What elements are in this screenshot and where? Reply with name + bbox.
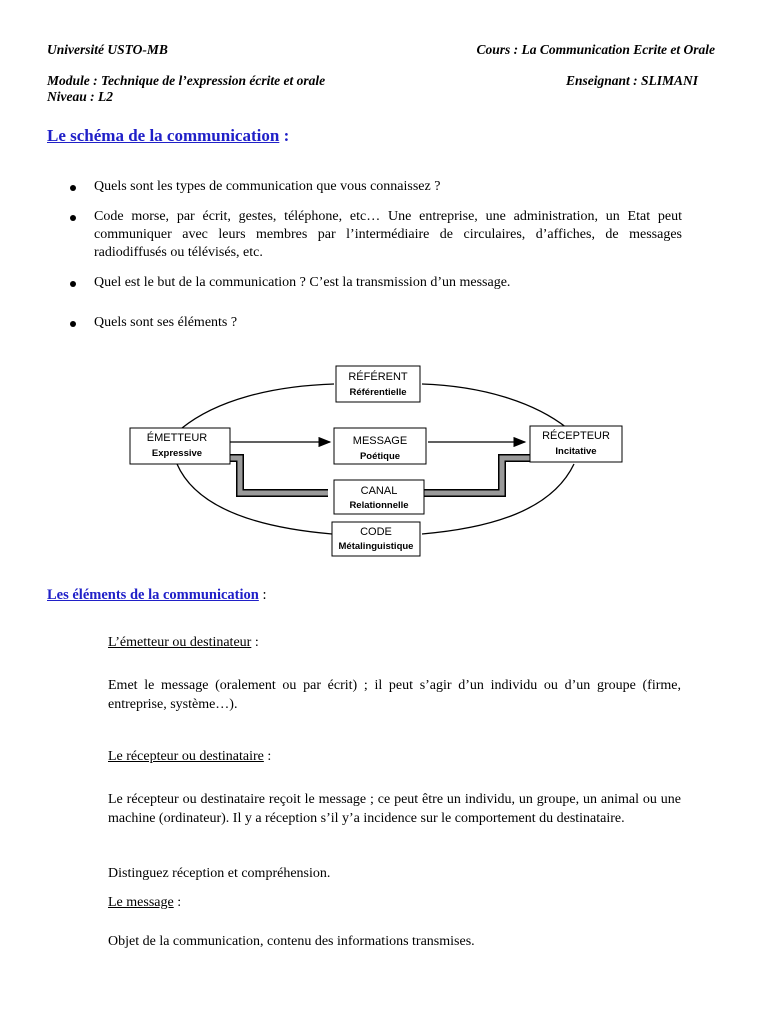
node-emetteur-label: ÉMETTEUR [146, 432, 208, 444]
list-item-text: Quels sont les types de communication que vous connaissez ? [94, 179, 441, 194]
paragraph-emetteur [47, 676, 681, 714]
page-title [47, 126, 289, 146]
section-heading-text: Les éléments de la communication [47, 587, 259, 603]
bullet-icon [70, 185, 76, 191]
level: Niveau : L2 [47, 89, 113, 104]
paragraph-message: Objet de la communication, contenu des informations transmises. [108, 934, 475, 949]
node-canal [334, 480, 424, 514]
curve-emetteur-referent [182, 384, 334, 428]
module-name: Module : Technique de l’expression écrite et orale [47, 73, 326, 88]
bullet-icon [70, 321, 76, 327]
channel-path-right [424, 458, 530, 493]
node-referent-label: RÉFÉRENT [348, 371, 408, 383]
node-recepteur-label: RÉCEPTEUR [542, 430, 610, 442]
page-title-suffix: : [279, 126, 290, 145]
subheading-emetteur-text: L’émetteur ou destinateur [108, 635, 252, 650]
section-heading [47, 587, 267, 604]
node-code [332, 522, 420, 556]
paragraph-emetteur-text: Emet le message (oralement ou par écrit) ; il peut s’agir d’un individu ou d’un groupe (firme, entreprise, système…). [108, 678, 681, 712]
subheading-recepteur [108, 749, 271, 765]
bullet-icon [70, 215, 76, 221]
subheading-emetteur-suffix: : [251, 635, 259, 650]
communication-diagram [122, 360, 632, 562]
question-list [70, 178, 682, 344]
subheading-recepteur-suffix: : [263, 749, 272, 764]
bullet-icon [70, 281, 76, 287]
curve-emetteur-code [177, 464, 332, 534]
node-canal-function: Relationnelle [349, 500, 409, 511]
list-item [70, 208, 682, 262]
subheading-message [108, 895, 181, 911]
teacher-name: Enseignant : SLIMANI [565, 73, 698, 88]
university-name: Université USTO-MB [47, 42, 168, 57]
curve-referent-recepteur [422, 384, 567, 428]
node-code-function: Métalinguistique [338, 541, 414, 552]
list-item [70, 314, 682, 332]
node-recepteur [530, 426, 622, 462]
paragraph-recepteur-text: Le récepteur ou destinataire reçoit le message ; ce peut être un individu, un groupe, un animal ou une machine (ordinateur). Il y a réception s’il y’a incidence sur le comportement du destinataire. [108, 792, 681, 826]
subheading-message-text: Le message [108, 895, 174, 910]
instruction-text: Distinguez réception et compréhension. [108, 866, 331, 881]
node-referent [336, 366, 420, 402]
channel-path-left [229, 458, 328, 493]
node-recepteur-function: Incitative [555, 446, 597, 457]
page-title-text: Le schéma de la communication [47, 126, 280, 145]
node-message-label: MESSAGE [352, 435, 408, 447]
list-item-text: Quel est le but de la communication ? C’est la transmission d’un message. [94, 275, 511, 290]
node-emetteur [130, 428, 230, 464]
list-item-text: Code morse, par écrit, gestes, téléphone, etc… Une entreprise, une administration, un Etat peut communiquer avec leurs membres par l’intermédiaire de circulaires, d’affiches, de messages radiodiffusés ou télévisés, etc. [94, 209, 682, 260]
node-message-function: Poétique [359, 451, 401, 462]
subheading-emetteur [108, 635, 259, 651]
section-heading-suffix: : [258, 587, 267, 603]
paragraph-recepteur [47, 790, 681, 828]
node-message [334, 428, 426, 464]
node-referent-function: Référentielle [349, 387, 407, 398]
course-title: Cours : La Communication Ecrite et Orale [476, 42, 715, 57]
node-code-label: CODE [360, 526, 392, 538]
list-item [70, 178, 682, 196]
subheading-message-suffix: : [173, 895, 182, 910]
node-emetteur-function: Expressive [151, 448, 203, 459]
node-canal-label: CANAL [360, 485, 398, 497]
list-item-text: Quels sont ses éléments ? [94, 315, 238, 330]
list-item [70, 274, 682, 292]
channel-path-right-fill [424, 458, 530, 493]
subheading-recepteur-text: Le récepteur ou destinataire [108, 749, 264, 764]
